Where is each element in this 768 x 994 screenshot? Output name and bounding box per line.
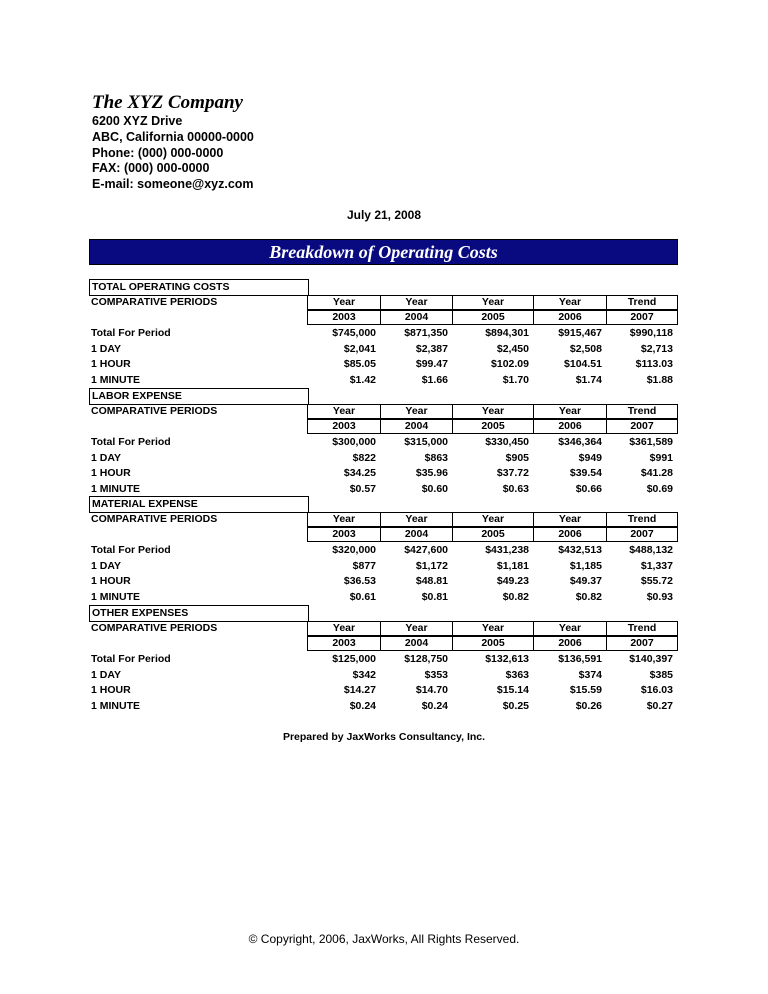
table-cell: $0.24 [421, 699, 448, 712]
column-header-top: Year [380, 512, 453, 527]
column-header-year: 2004 [380, 310, 453, 325]
column-header-top: Year [307, 404, 381, 419]
table-cell: $877 [352, 559, 376, 572]
table-cell: $1.88 [646, 373, 673, 386]
address-line: ABC, California 00000-0000 [92, 130, 254, 144]
table-cell: $36.53 [343, 575, 376, 587]
column-header-year: 2003 [307, 310, 381, 325]
column-header-top: Year [380, 404, 453, 419]
table-cell: $330,450 [485, 436, 529, 448]
row-label: 1 MINUTE [91, 699, 141, 712]
column-header-year: 2003 [307, 527, 381, 542]
table-cell: $427,600 [404, 544, 448, 556]
table-cell: $49.37 [569, 575, 602, 587]
row-label: 1 MINUTE [91, 373, 141, 386]
row-label: Total For Period [91, 653, 171, 665]
table-cell: $55.72 [640, 575, 673, 587]
table-cell: $1.66 [421, 373, 448, 386]
column-header-top: Trend [606, 621, 678, 636]
table-cell: $48.81 [415, 575, 448, 587]
table-cell: $346,364 [558, 436, 602, 448]
column-header-year: 2005 [452, 310, 534, 325]
row-label: Total For Period [91, 544, 171, 556]
comparative-periods-label: COMPARATIVE PERIODS [91, 296, 218, 308]
column-header-year: 2004 [380, 636, 453, 651]
table-cell: $0.57 [349, 482, 376, 495]
column-header-top: Year [307, 295, 381, 310]
table-cell: $431,238 [485, 544, 529, 556]
table-cell: $745,000 [332, 327, 376, 339]
table-cell: $49.23 [496, 575, 529, 587]
table-cell: $2,450 [496, 342, 529, 355]
column-header-top: Year [452, 621, 534, 636]
table-cell: $361,589 [629, 436, 673, 448]
table-cell: $14.70 [415, 684, 448, 696]
row-label: 1 MINUTE [91, 590, 141, 603]
row-label: 1 DAY [91, 451, 121, 464]
table-cell: $0.61 [349, 590, 376, 603]
table-cell: $385 [649, 668, 673, 681]
row-label: Total For Period [91, 327, 171, 339]
table-cell: $0.81 [421, 590, 448, 603]
table-cell: $15.59 [569, 684, 602, 696]
table-cell: $894,301 [485, 327, 529, 339]
table-cell: $822 [352, 451, 376, 464]
table-cell: $2,713 [640, 342, 673, 355]
column-header-year: 2006 [533, 310, 607, 325]
column-header-top: Year [452, 404, 534, 419]
table-cell: $41.28 [640, 467, 673, 479]
column-header-top: Year [380, 621, 453, 636]
table-cell: $0.69 [646, 482, 673, 495]
table-cell: $2,508 [569, 342, 602, 355]
comparative-periods-label: COMPARATIVE PERIODS [91, 513, 218, 525]
column-header-year: 2007 [606, 419, 678, 434]
section-title: MATERIAL EXPENSE [89, 496, 309, 513]
column-header-year: 2005 [452, 527, 534, 542]
column-header-year: 2003 [307, 419, 381, 434]
table-cell: $905 [505, 451, 529, 464]
section-title: OTHER EXPENSES [89, 605, 309, 622]
column-header-year: 2005 [452, 419, 534, 434]
row-label: 1 MINUTE [91, 482, 141, 495]
row-label: 1 HOUR [91, 467, 131, 479]
table-cell: $37.72 [496, 467, 529, 479]
table-cell: $1.74 [575, 373, 602, 386]
table-cell: $320,000 [332, 544, 376, 556]
table-cell: $1.70 [502, 373, 529, 386]
table-cell: $14.27 [343, 684, 376, 696]
table-cell: $85.05 [343, 358, 376, 370]
company-name: The XYZ Company [92, 92, 243, 113]
table-cell: $99.47 [415, 358, 448, 370]
report-banner: Breakdown of Operating Costs [89, 239, 678, 265]
table-cell: $0.82 [575, 590, 602, 603]
row-label: 1 HOUR [91, 575, 131, 587]
phone-line: Phone: (000) 000-0000 [92, 146, 224, 160]
table-cell: $102.09 [491, 358, 529, 370]
table-cell: $0.60 [421, 482, 448, 495]
column-header-top: Trend [606, 404, 678, 419]
table-cell: $0.27 [646, 699, 673, 712]
document-date: July 21, 2008 [346, 208, 422, 222]
table-cell: $342 [352, 668, 376, 681]
column-header-top: Trend [606, 295, 678, 310]
column-header-top: Year [533, 512, 607, 527]
row-label: 1 DAY [91, 342, 121, 355]
table-cell: $39.54 [569, 467, 602, 479]
table-cell: $2,387 [415, 342, 448, 355]
table-cell: $1,172 [415, 559, 448, 572]
row-label: 1 HOUR [91, 684, 131, 696]
copyright: © Copyright, 2006, JaxWorks, All Rights Reserved. [248, 932, 520, 946]
table-cell: $0.25 [502, 699, 529, 712]
column-header-top: Year [452, 512, 534, 527]
table-cell: $315,000 [404, 436, 448, 448]
comparative-periods-label: COMPARATIVE PERIODS [91, 405, 218, 417]
column-header-year: 2006 [533, 419, 607, 434]
table-cell: $2,041 [343, 342, 376, 355]
row-label: 1 DAY [91, 559, 121, 572]
table-cell: $1.42 [349, 373, 376, 386]
table-cell: $353 [424, 668, 448, 681]
table-cell: $15.14 [496, 684, 529, 696]
table-cell: $871,350 [404, 327, 448, 339]
table-cell: $128,750 [404, 653, 448, 665]
column-header-year: 2005 [452, 636, 534, 651]
table-cell: $113.03 [635, 358, 673, 370]
column-header-top: Trend [606, 512, 678, 527]
column-header-year: 2003 [307, 636, 381, 651]
prepared-by: Prepared by JaxWorks Consultancy, Inc. [282, 731, 486, 743]
table-cell: $140,397 [629, 653, 673, 665]
column-header-year: 2007 [606, 636, 678, 651]
column-header-top: Year [380, 295, 453, 310]
table-cell: $16.03 [640, 684, 673, 696]
section-title: LABOR EXPENSE [89, 388, 309, 405]
column-header-year: 2004 [380, 419, 453, 434]
table-cell: $991 [649, 451, 673, 464]
table-cell: $0.63 [502, 482, 529, 495]
table-cell: $0.93 [646, 590, 673, 603]
column-header-top: Year [533, 295, 607, 310]
column-header-year: 2004 [380, 527, 453, 542]
comparative-periods-label: COMPARATIVE PERIODS [91, 622, 218, 634]
table-cell: $432,513 [558, 544, 602, 556]
address-line: 6200 XYZ Drive [92, 114, 183, 128]
column-header-top: Year [533, 621, 607, 636]
row-label: Total For Period [91, 436, 171, 448]
fax-line: FAX: (000) 000-0000 [92, 161, 210, 175]
column-header-year: 2006 [533, 527, 607, 542]
column-header-top: Year [307, 621, 381, 636]
table-cell: $0.26 [575, 699, 602, 712]
column-header-top: Year [533, 404, 607, 419]
section-title: TOTAL OPERATING COSTS [89, 279, 309, 296]
table-cell: $0.24 [349, 699, 376, 712]
table-cell: $35.96 [415, 467, 448, 479]
table-cell: $136,591 [558, 653, 602, 665]
table-cell: $1,185 [569, 559, 602, 572]
column-header-top: Year [307, 512, 381, 527]
table-cell: $990,118 [629, 327, 673, 339]
table-cell: $0.82 [502, 590, 529, 603]
table-cell: $1,181 [496, 559, 529, 572]
email-line: E-mail: someone@xyz.com [92, 177, 254, 191]
table-cell: $363 [505, 668, 529, 681]
column-header-year: 2007 [606, 310, 678, 325]
table-cell: $915,467 [558, 327, 602, 339]
table-cell: $125,000 [332, 653, 376, 665]
table-cell: $300,000 [332, 436, 376, 448]
table-cell: $132,613 [485, 653, 529, 665]
column-header-top: Year [452, 295, 534, 310]
row-label: 1 HOUR [91, 358, 131, 370]
column-header-year: 2007 [606, 527, 678, 542]
table-cell: $488,132 [629, 544, 673, 556]
row-label: 1 DAY [91, 668, 121, 681]
table-cell: $863 [424, 451, 448, 464]
table-cell: $104.51 [564, 358, 602, 370]
table-cell: $1,337 [640, 559, 673, 572]
table-cell: $374 [578, 668, 602, 681]
table-cell: $949 [578, 451, 602, 464]
column-header-year: 2006 [533, 636, 607, 651]
table-cell: $0.66 [575, 482, 602, 495]
table-cell: $34.25 [343, 467, 376, 479]
